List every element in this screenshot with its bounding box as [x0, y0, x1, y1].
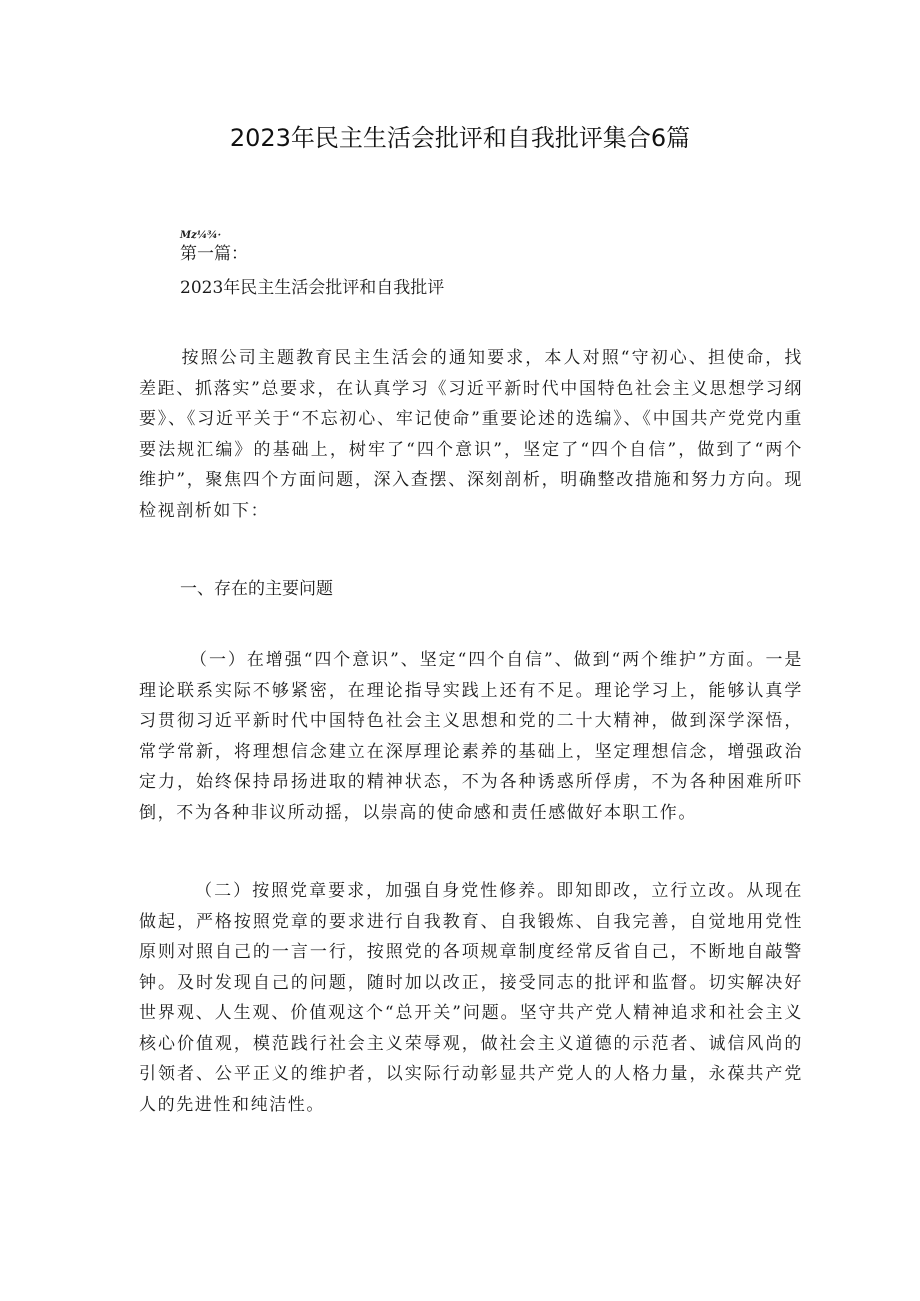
section-title: 2023年民主生活会批评和自我批评	[180, 278, 445, 298]
section-label: 第一篇：	[180, 244, 248, 264]
paragraph-one: （一）在增强“四个意识”、坚定“四个自信”、做到“两个维护”方面。一是理论联系实际不够紧密，在理论指导实践上还有不足。理论学习上，能够认真学习贯彻习近平新时代中国特色社会主义思想和党的二十大精神，做到深学深悟，常学常新，将理想信念建立在深厚理论素养的基础上，坚定理想信念，增强政治定力，始终保持昂扬进取的精神状态，不为各种诱惑所俘虏，不为各种困难所吓倒，不为各种非议所动摇，以崇高的使命感和责任感做好本职工作。	[139, 650, 803, 823]
section-heading: 一、存在的主要问题	[180, 579, 333, 599]
document-title: 2023年民主生活会批评和自我批评集合6篇	[229, 124, 691, 152]
garbled-mark: Mz¼¾·	[180, 230, 222, 241]
paragraph-two: （二）按照党章要求，加强自身党性修养。即知即改，立行立改。从现在做起，严格按照党章的要求进行自我教育、自我锻炼、自我完善，自觉地用党性原则对照自己的一言一行，按照党的各项规章制度经常反省自己，不断地自敲警钟。及时发现自己的问题，随时加以改正，接受同志的批评和监督。切实解决好世界观、人生观、价值观这个“总开关”问题。坚守共产党人精神追求和社会主义核心价值观，模范践行社会主义荣辱观，做社会主义道德的示范者、诚信风尚的引领者、公平正义的维护者，以实际行动彰显共产党人的人格力量，永葆共产党人的先进性和纯洁性。	[139, 881, 803, 1115]
intro-paragraph: 按照公司主题教育民主生活会的通知要求，本人对照“守初心、担使命，找差距、抓落实”总要求，在认真学习《习近平新时代中国特色社会主义思想学习纲要》、《习近平关于“不忘初心、牢记使命”重要论述的选编》、《中国共产党党内重要法规汇编》的基础上，树牢了“四个意识”，坚定了“四个自信”，做到了“两个维护”，聚焦四个方面问题，深入查摆、深刻剖析，明确整改措施和努力方向。现检视剖析如下：	[139, 348, 803, 521]
